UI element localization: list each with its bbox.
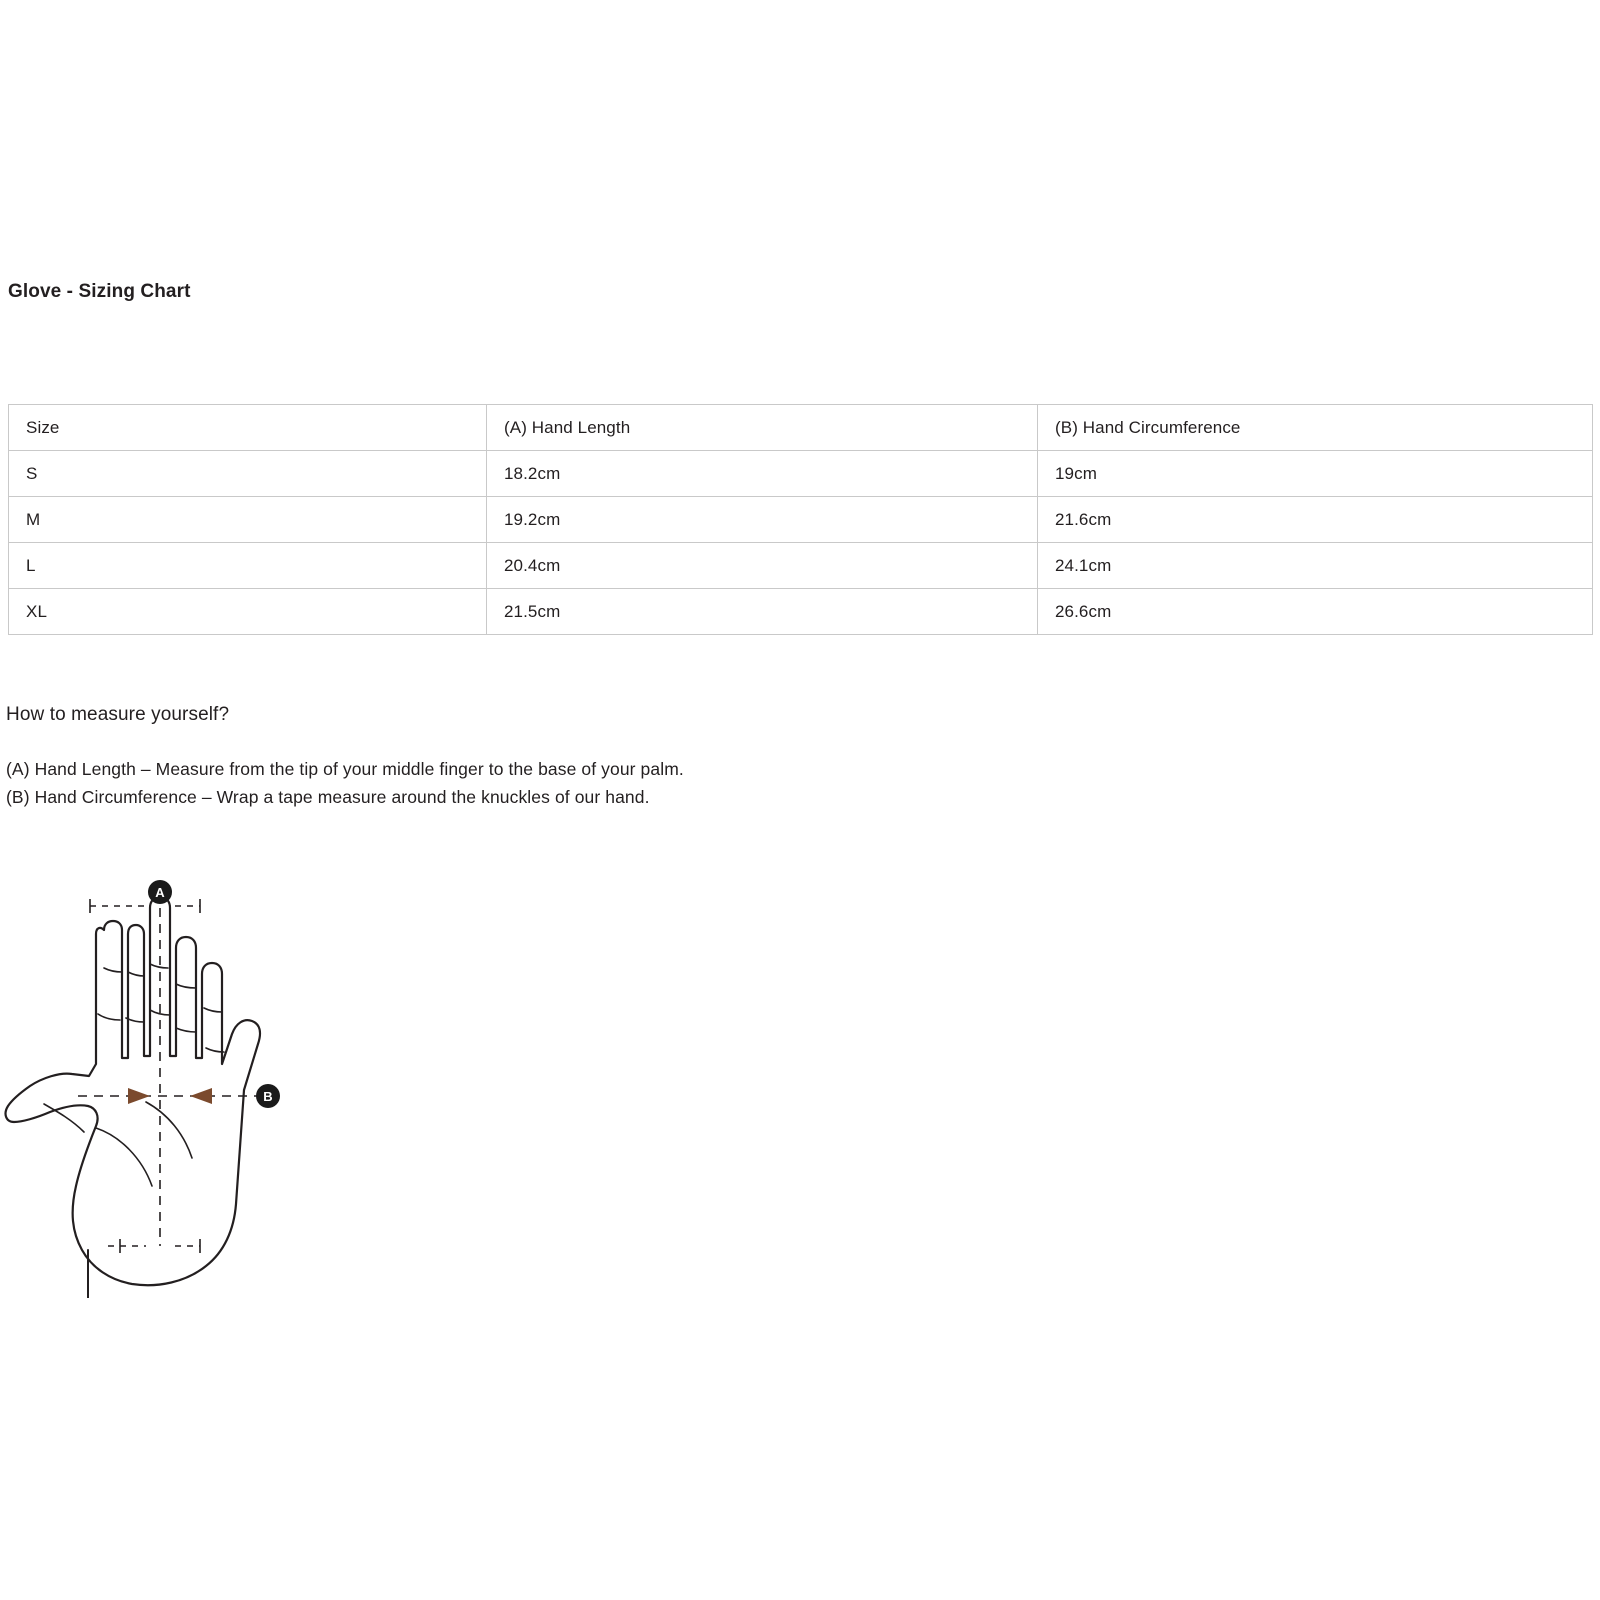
table-row [9,451,1593,497]
table-row [9,543,1593,589]
hand-measurement-diagram [0,868,320,1298]
cell-hand-length: 21.5cm [487,589,1038,635]
size-table [8,404,1593,635]
cell-hand-circumference: 24.1cm [1038,543,1593,589]
cell-hand-circumference: 21.6cm [1038,497,1593,543]
measure-instruction-hand-circumference: (B) Hand Circumference – Wrap a tape measure around the knuckles of our hand. [6,787,650,807]
column-header-size: Size [9,405,487,451]
how-to-measure-heading: How to measure yourself? [6,704,230,725]
cell-hand-circumference: 19cm [1038,451,1593,497]
label-a-text: A [155,885,165,900]
table-row [9,497,1593,543]
cell-hand-circumference: 26.6cm [1038,589,1593,635]
column-header-hand-circumference: (B) Hand Circumference [1038,405,1593,451]
cell-size: L [9,543,487,589]
cell-size: M [9,497,487,543]
label-b-text: B [263,1089,273,1104]
cell-size: S [9,451,487,497]
arrow-right-icon [190,1088,212,1104]
measure-instruction-hand-length: (A) Hand Length – Measure from the tip of your middle finger to the base of your palm. [6,759,684,779]
cell-hand-length: 18.2cm [487,451,1038,497]
column-header-hand-length: (A) Hand Length [487,405,1038,451]
cell-size: XL [9,589,487,635]
table-header-row [9,405,1593,451]
table-row [9,589,1593,635]
cell-hand-length: 20.4cm [487,543,1038,589]
page-title: Glove - Sizing Chart [8,281,191,302]
cell-hand-length: 19.2cm [487,497,1038,543]
